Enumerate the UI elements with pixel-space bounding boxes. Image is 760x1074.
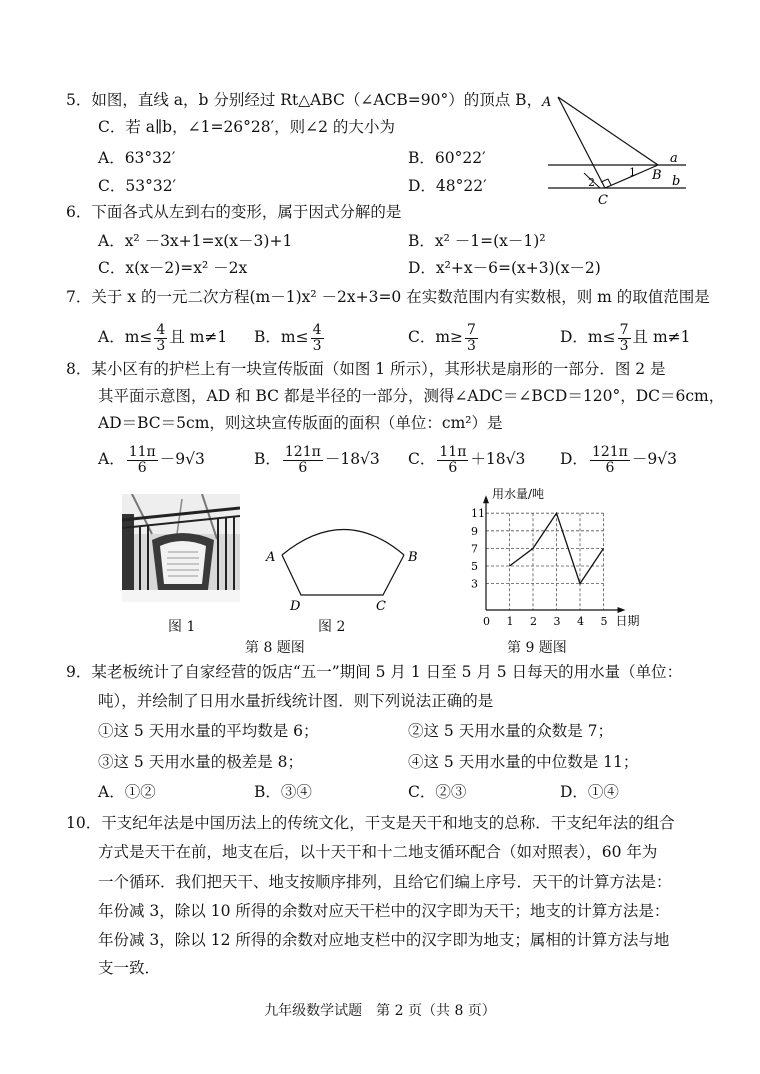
q8-stem-line3: AD＝BC＝5cm，则这块宣传版面的面积（单位：cm²）是 (98, 414, 503, 432)
q7-option-a: A．m≤ $\frac{4}{3}$ 且 m≠1 (98, 321, 228, 354)
q8-fig2-caption: 图 2 (318, 619, 346, 635)
q9-option-a: A．①② (98, 783, 156, 801)
q9-option-c: C．②③ (408, 783, 467, 801)
y-axis-arrow (483, 495, 489, 503)
q9-stem-line2: 吨），并绘制了日用水量折线统计图．则下列说法正确的是 (98, 692, 494, 710)
fig5-label-c: C (598, 193, 608, 208)
q8-figure-group-caption: 第 8 题图 (245, 640, 305, 656)
q5-option-b: B．60°22′ (408, 149, 486, 167)
q6-option-a: A．x² －3x+1=x(x－3)+1 (98, 232, 293, 250)
fig5-label-b: B (652, 168, 662, 183)
q5-triangle-figure (538, 88, 688, 213)
q9-statement-2: ②这 5 天用水量的众数是 7； (408, 722, 614, 740)
q5-option-c: C．53°32′ (98, 177, 177, 195)
y-tick-label: 7 (471, 542, 478, 556)
q5-stem-line2: C．若 a∥b，∠1=26°28′，则∠2 的大小为 (98, 118, 395, 136)
q8-option-b: B． $\frac{121\pi}{6}$ －18√3 (254, 443, 380, 476)
q7-stem: 7．关于 x 的一元二次方程(m－1)x² －2x+3=0 在实数范围内有实数根，则 m 的取值范围是 (66, 288, 710, 306)
q6-stem: 6．下面各式从左到右的变形，属于因式分解的是 (66, 203, 402, 221)
y-tick-label: 3 (471, 577, 478, 591)
fig5-line-b: b (672, 174, 681, 189)
q10-line3: 一个循环．我们把天干、地支按顺序排列，且给它们编上序号．天干的计算方法是： (98, 873, 672, 891)
q9-statement-3: ③这 5 天用水量的极差是 8； (98, 753, 304, 771)
x-tick-label: 2 (530, 615, 537, 628)
chart-y-axis-label: 用水量/吨 (492, 487, 545, 501)
fig5-angle-2: 2 (588, 176, 595, 189)
x-tick-label: 5 (600, 615, 608, 628)
x-tick-label: 3 (553, 615, 561, 628)
q9-figure-caption: 第 9 题图 (507, 640, 567, 656)
y-tick-label: 5 (471, 560, 478, 573)
x-tick-label: 1 (506, 615, 514, 628)
fig2-label-a: A (266, 550, 276, 565)
q9-option-d: D．①④ (560, 783, 619, 801)
q7-option-c: C．m≥ $\frac{7}{3}$ (408, 321, 476, 354)
q9-statement-4: ④这 5 天用水量的中位数是 11； (408, 753, 639, 771)
y-tick-label: 11 (471, 507, 485, 521)
chart-x-axis-label: 日期 (615, 614, 640, 628)
x-tick-label: 4 (577, 615, 584, 628)
q10-line5: 年份减 3，除以 12 所得的余数对应地支栏中的汉字即为地支；属相的计算方法与地 (98, 931, 670, 949)
q8-fig2-diagram (258, 518, 428, 618)
q8-fig1-caption: 图 1 (168, 619, 196, 635)
q5-stem-line1: 5．如图，直线 a，b 分别经过 Rt△ABC（∠ACB=90°）的顶点 B， (66, 91, 543, 109)
fig2-label-d: D (290, 599, 301, 614)
q9-statement-1: ①这 5 天用水量的平均数是 6； (98, 722, 319, 740)
q6-option-d: D．x²+x－6=(x+3)(x－2) (408, 259, 601, 277)
q10-line1: 10．干支纪年法是中国历法上的传统文化，干支是天干和地支的总称．干支纪年法的组合 (66, 814, 675, 832)
page-footer: 九年级数学试题 第 2 页（共 8 页） (264, 1003, 496, 1019)
q8-option-a: A． $\frac{11\pi}{6}$ －9√3 (98, 443, 205, 476)
fig5-angle-1: 1 (629, 166, 636, 179)
q9-stem-line1: 9．某老板统计了自家经营的饭店“五一”期间 5 月 1 日至 5 月 5 日每天的用水量（单位： (66, 663, 683, 681)
q9-line-chart (466, 484, 646, 634)
fig2-label-b: B (408, 550, 418, 565)
q8-option-d: D． $\frac{121\pi}{6}$ －9√3 (560, 443, 677, 476)
q5-option-d: D．48°22′ (408, 177, 487, 195)
q8-fig1-photo (122, 494, 240, 602)
y-tick-label: 9 (471, 524, 478, 538)
q8-stem-line1: 8．某小区有的护栏上有一块宣传版面（如图 1 所示），其形状是扇形的一部分．图 2 是 (66, 360, 666, 378)
fig5-line-a: a (670, 151, 678, 166)
q5-option-a: A．63°32′ (98, 149, 176, 167)
q10-line4: 年份减 3，除以 10 所得的余数对应天干栏中的汉字即为天干；地支的计算方法是： (98, 902, 670, 920)
q6-option-c: C．x(x－2)=x² －2x (98, 259, 248, 277)
q10-line2: 方式是天干在前，地支在后，以十天干和十二地支循环配合（如对照表），60 年为 (98, 843, 658, 861)
fig2-label-c: C (376, 599, 386, 614)
x-axis-arrow (618, 607, 626, 613)
q8-option-c: C． $\frac{11\pi}{6}$ ＋18√3 (408, 443, 526, 476)
q7-option-b: B．m≤ $\frac{4}{3}$ (254, 321, 322, 354)
q10-line6: 支一致． (98, 959, 161, 977)
fig5-label-a: A (542, 95, 552, 110)
q9-option-b: B．③④ (254, 783, 312, 801)
q8-stem-line2: 其平面示意图，AD 和 BC 都是半径的一部分，测得∠ADC＝∠BCD＝120°，DC＝6cm， (98, 387, 725, 405)
x-tick-label: 0 (483, 615, 490, 628)
q7-option-d: D．m≤ $\frac{7}{3}$ 且 m≠1 (560, 321, 691, 354)
q6-option-b: B．x² －1=(x－1)² (408, 232, 546, 250)
